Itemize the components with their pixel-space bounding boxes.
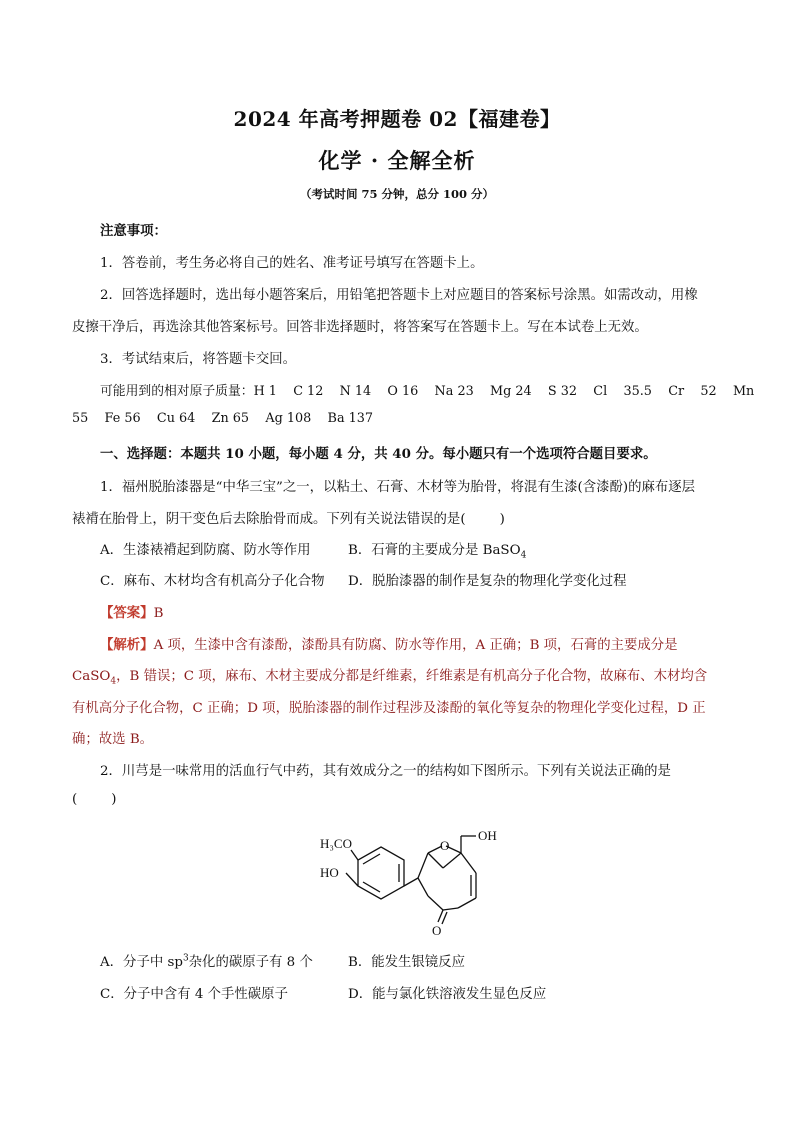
notice-item-2-line-2: 皮擦干净后，再选涂其他答案标号。回答非选择题时，将答案写在答题卡上。写在本试卷上无效。 [72,320,648,335]
paper-subtitle: 化学 · 全解全析 [318,148,476,173]
methoxy-label: H₃CO [320,836,352,851]
atomic-mass-line-2: 55 Fe 56 Cu 64 Zn 65 Ag 108 Ba 137 [72,411,374,426]
ketone-oxygen-label: O [432,923,442,938]
paper-title: 2024 年高考押题卷 02【福建卷】 [233,107,561,131]
notice-heading: 注意事项： [100,223,167,239]
notice-item-1: 1．答卷前，考生务必将自己的姓名、准考证号填写在答题卡上。 [100,256,484,271]
q1-analysis-line-2: CaSO$_4$，B 错误；C 项，麻布、木材主要成分都是纤维素，纤维素是有机高分子化合物，故麻布、木材均含 [72,669,708,687]
notice-item-2-line-1: 2．回答选择题时，选出每小题答案后，用铅笔把答题卡上对应题目的答案标号涂黑。如需改动，用橡 [100,288,698,303]
section-heading: 一、选择题：本题共 10 小题，每小题 4 分，共 40 分。每小题只有一个选项符合题目要求。 [100,446,657,462]
q1-analysis-line-3: 有机高分子化合物，C 正确；D 项，脱胎漆器的制作过程涉及漆酚的氧化等复杂的物理化学变化过程，D 正 [72,701,706,716]
q2-stem-line-2: ( ) [72,792,117,807]
q1-analysis-line-4: 确；故选 B。 [72,732,154,747]
exam-info: （考试时间 75 分钟，总分 100 分） [299,187,495,201]
bridge-oxygen-label: O [440,838,450,853]
q2-option-d: D．能与氯化铁溶液发生显色反应 [348,987,547,1002]
structure-bonds [346,836,476,924]
atomic-mass-line-1: 可能用到的相对原子质量：H 1 C 12 N 14 O 16 Na 23 Mg 24 S 32 Cl 35.5 Cr 52 Mn [100,384,755,399]
benzene-ring [358,847,404,899]
q1-option-b: B．石膏的主要成分是 BaSO$_4$ [348,543,527,561]
q1-stem-line-2: 裱褙在胎骨上，阴干变色后去除胎骨而成。下列有关说法错误的是( ) [72,512,505,527]
q2-stem-line-1: 2．川芎是一味常用的活血行气中药，其有效成分之一的结构如下图所示。下列有关说法正确的是 [100,764,671,779]
molecular-structure-diagram [318,828,538,938]
q2-option-c: C．分子中含有 4 个手性碳原子 [100,987,288,1002]
q1-option-c: C．麻布、木材均含有机高分子化合物 [100,574,325,589]
hydroxy-label: HO [320,865,339,880]
q1-stem-line-1: 1．福州脱胎漆器是“中华三宝”之一，以粘土、石膏、木材等为胎骨，将混有生漆(含漆酚)的麻布逐层 [100,480,696,495]
notice-item-3: 3．考试结束后，将答题卡交回。 [100,352,296,367]
q1-answer: 【答案】B [100,605,164,621]
q1-option-d: D．脱胎漆器的制作是复杂的物理化学变化过程 [348,574,627,589]
hydroxymethyl-label: OH [478,828,497,843]
q2-option-b: B．能发生银镜反应 [348,955,465,970]
q2-option-a: A．分子中 $sp^3$杂化的碳原子有 8 个 [100,953,313,970]
q1-option-a: A．生漆裱褙起到防腐、防水等作用 [100,543,311,558]
q1-analysis-line-1: 【解析】A 项，生漆中含有漆酚，漆酚具有防腐、防水等作用，A 正确；B 项，石膏的主要成分是 [100,637,678,653]
